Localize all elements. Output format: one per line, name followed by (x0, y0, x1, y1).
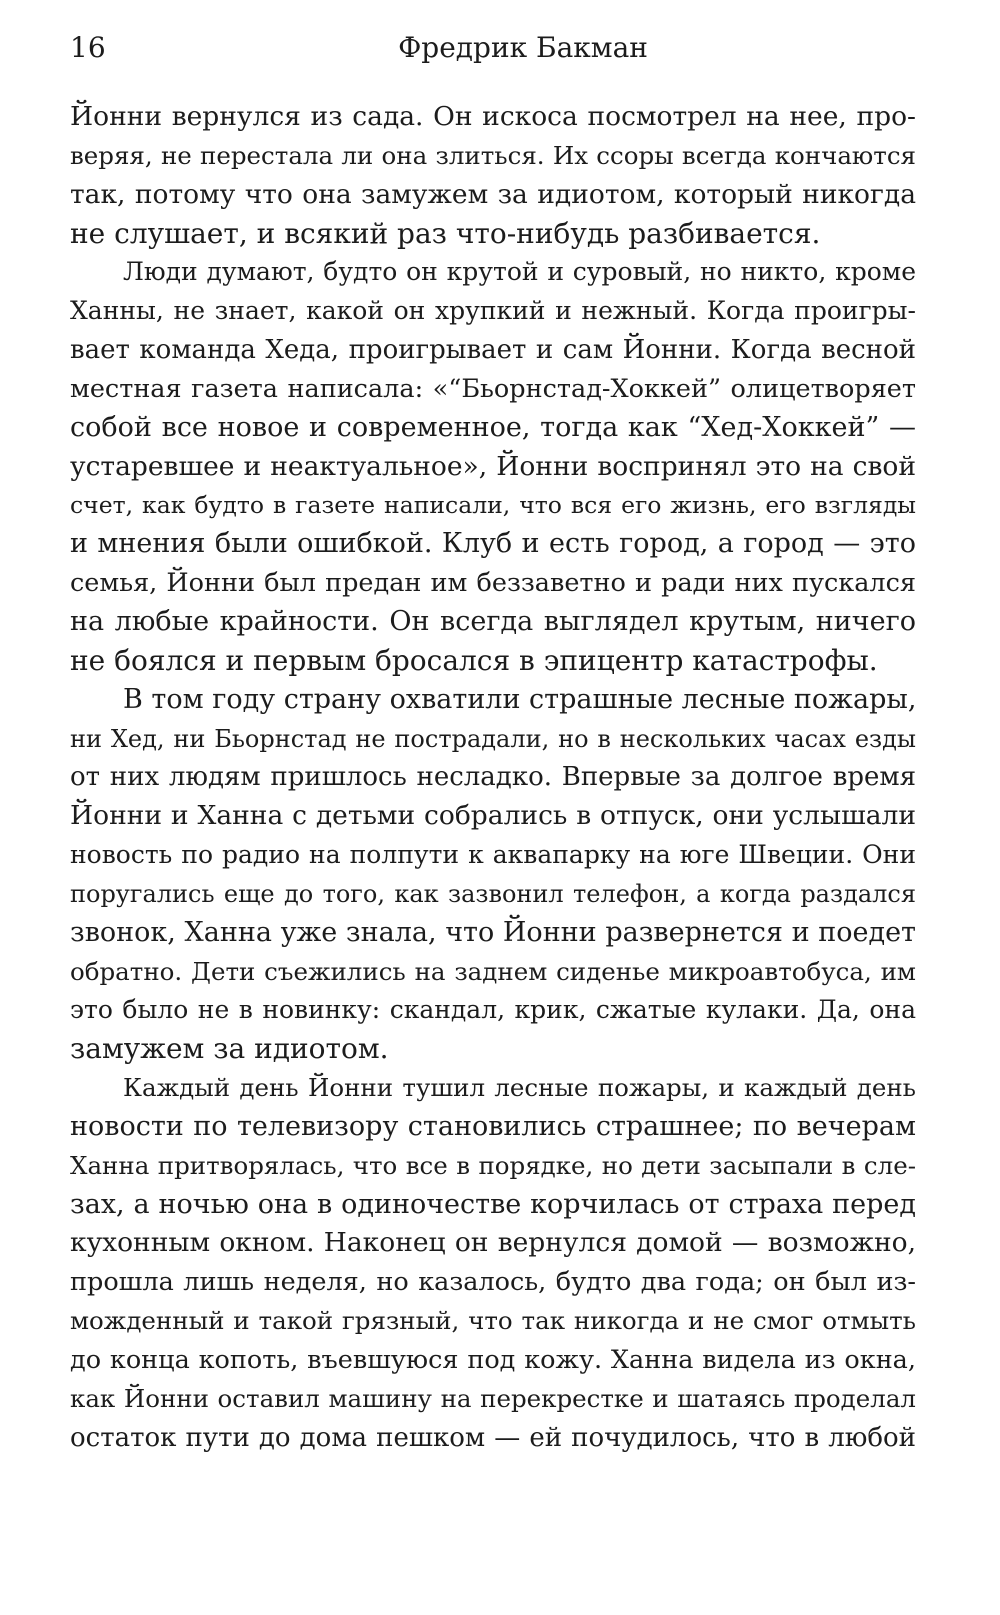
text-line: обратно. Дети съежились на заднем сиденье микроавтобуса, им (70, 956, 916, 986)
text-line: не слушает, и всякий раз что-нибудь разбивается. (70, 216, 821, 250)
page-header (70, 28, 916, 68)
text-line: так, потому что она замужем за идиотом, который никогда (70, 178, 916, 210)
text-line: вает команда Хеда, проигрывает и сам Йонни. Когда весной (70, 335, 916, 366)
text-line: веряя, не перестала ли она злиться. Их ссоры всегда кончаются (70, 140, 916, 170)
text-line: новость по радио на полпути к аквапарку на юге Швеции. Они (70, 840, 916, 870)
text-line: поругались еще до того, как зазвонил телефон, а когда раздался (70, 879, 916, 908)
running-head: Фредрик Бакман (398, 31, 648, 64)
text-line: остаток пути до дома пешком — ей почудилось, что в любой (70, 1422, 916, 1453)
text-line: семья, Йонни был предан им беззаветно и ради них пускался (70, 568, 916, 599)
text-line: устаревшее и неактуальное», Йонни воспринял это на свой (70, 450, 916, 482)
text-line: не боялся и первым бросался в эпицентр катастрофы. (70, 643, 878, 677)
text-line: собой все новое и современное, тогда как “Хед-Хоккей” — (70, 411, 916, 443)
text-line: В том году страну охватили страшные лесные пожары, (123, 683, 916, 715)
text-line: Йонни вернулся из сада. Он искоса посмотрел на нее, про- (70, 101, 916, 132)
text-line: новости по телевизору становились страшнее; по вечерам (70, 1110, 916, 1142)
text-line: зах, а ночью она в одиночестве корчилась от страха перед (70, 1188, 916, 1220)
text-line: звонок, Ханна уже знала, что Йонни развернется и поедет (70, 916, 916, 948)
text-line: это было не в новинку: скандал, крик, сжатые кулаки. Да, она (70, 995, 916, 1025)
page-number: 16 (70, 31, 106, 64)
text-line: Ханна притворялась, что все в порядке, но дети засыпали в сле- (70, 1150, 916, 1180)
text-line: счет, как будто в газете написали, что вся его жизнь, его взгляды (70, 491, 916, 520)
text-line: кухонным окном. Наконец он вернулся домой — возможно, (70, 1227, 916, 1259)
text-line: местная газета написала: «“Бьорнстад-Хоккей” олицетворяет (70, 373, 916, 404)
text-line: Ханны, не знает, какой он хрупкий и нежный. Когда проигры- (70, 296, 916, 326)
text-line: Люди думают, будто он крутой и суровый, но никто, кроме (123, 257, 916, 287)
text-line: замужем за идиотом. (70, 1032, 389, 1066)
text-line: на любые крайности. Он всегда выглядел крутым, ничего (70, 605, 916, 637)
text-line: до конца копоть, въевшуюся под кожу. Ханна видела из окна, (70, 1345, 916, 1375)
text-line: прошла лишь неделя, но казалось, будто два года; он был из- (70, 1267, 916, 1298)
text-line: Йонни и Ханна с детьми собрались в отпуск, они услышали (70, 800, 916, 832)
text-line: от них людям пришлось несладко. Впервые за долгое время (70, 762, 916, 793)
text-line: Каждый день Йонни тушил лесные пожары, и каждый день (123, 1073, 916, 1103)
text-line: и мнения были ошибкой. Клуб и есть город, а город — это (70, 528, 916, 560)
text-line: ни Хед, ни Бьорнстад не пострадали, но в нескольких часах езды (70, 724, 916, 753)
text-line: можденный и такой грязный, что так никогда и не смог отмыть (70, 1306, 916, 1336)
text-line: как Йонни оставил машину на перекрестке и шатаясь проделал (70, 1383, 916, 1413)
body-text (70, 98, 916, 1458)
